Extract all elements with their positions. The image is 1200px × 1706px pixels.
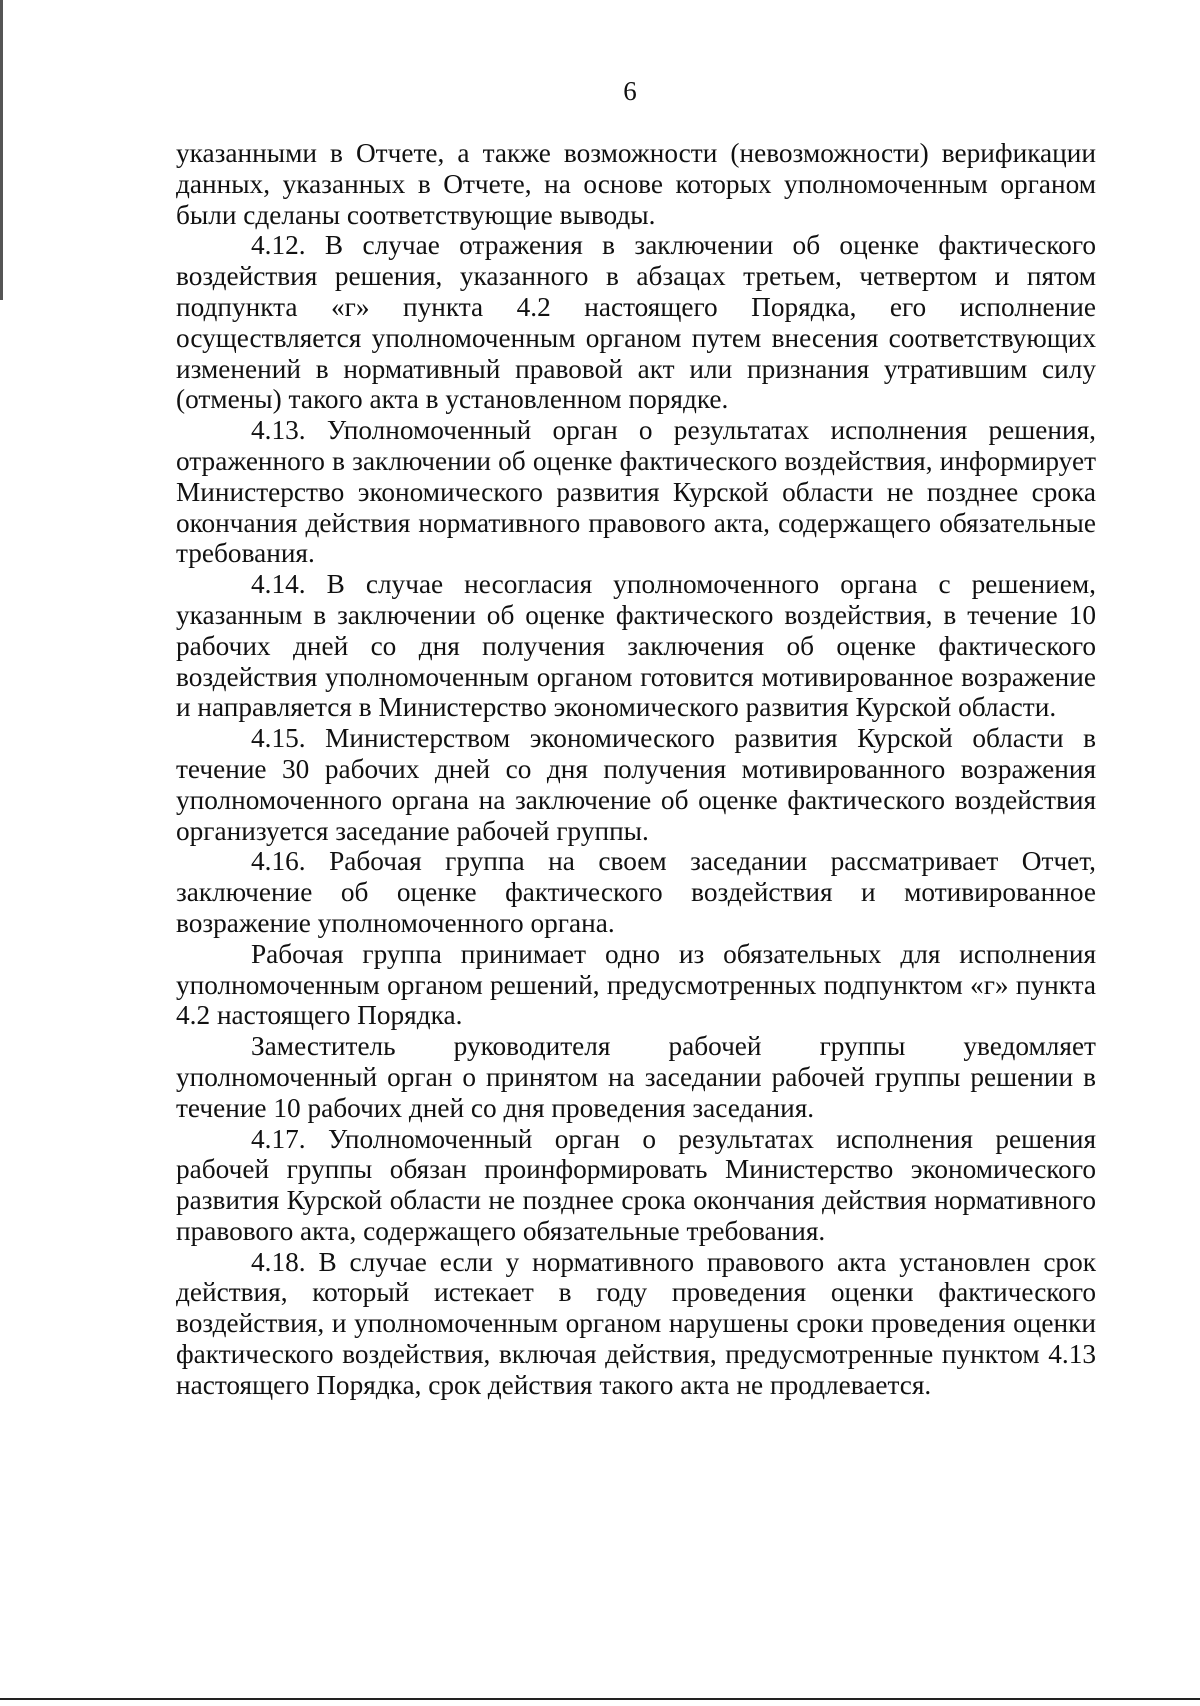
paragraph-4-13: 4.13. Уполномоченный орган о результатах исполнения решения, отраженного в заключении об оценке фактического воздействия, информирует Министерство экономического развития Курской области не позднее срока окончания действия нормативного правового акта, содержащего обязательные требования. (176, 415, 1096, 569)
paragraph-deputy-notification: Заместитель руководителя рабочей группы уведомляет уполномоченный орган о принятом на заседании рабочей группы решении в течение 10 рабочих дней со дня проведения заседания. (176, 1031, 1096, 1123)
paragraph-4-12: 4.12. В случае отражения в заключении об оценке фактического воздействия решения, указанного в абзацах третьем, четвертом и пятом подпункта «г» пункта 4.2 настоящего Порядка, его исполнение осуществляется уполномоченным органом путем внесения соответствующих изменений в нормативный правовой акт или признания утратившим силу (отмены) такого акта в установленном порядке. (176, 230, 1096, 415)
scan-edge-left (0, 0, 3, 300)
paragraph-working-group-decision: Рабочая группа принимает одно из обязательных для исполнения уполномоченным органом решений, предусмотренных подпунктом «г» пункта 4.2 настоящего Порядка. (176, 938, 1096, 1031)
paragraph-4-17: 4.17. Уполномоченный орган о результатах исполнения решения рабочей группы обязан проинформировать Министерство экономического развития Курской области не позднее срока окончания действия нормативного правового акта, содержащего обязательные требования. (176, 1123, 1096, 1246)
page-number: 6 (623, 76, 637, 106)
paragraph-continuation: указанными в Отчете, а также возможности (невозможности) верификации данных, указанных в Отчете, на основе которых уполномоченным органом были сделаны соответствующие выводы. (176, 138, 1096, 230)
scan-edge-bottom (0, 1698, 1200, 1700)
paragraph-4-18: 4.18. В случае если у нормативного правового акта установлен срок действия, который истекает в году проведения оценки фактического воздействия, и уполномоченным органом нарушены сроки проведения оценки фактического воздействия, включая действия, предусмотренные пунктом 4.13 настоящего Порядка, срок действия такого акта не продлевается. (176, 1246, 1096, 1400)
paragraph-4-14: 4.14. В случае несогласия уполномоченного органа с решением, указанным в заключении об оценке фактического воздействия, в течение 10 рабочих дней со дня получения заключения об оценке фактического воздействия уполномоченным органом готовится мотивированное возражение и направляется в Министерство экономического развития Курской области. (176, 569, 1096, 723)
document-body (176, 138, 1096, 1401)
paragraph-4-15: 4.15. Министерством экономического развития Курской области в течение 30 рабочих дней со дня получения мотивированного возражения уполномоченного органа на заключение об оценке фактического воздействия организуется заседание рабочей группы. (176, 723, 1096, 846)
paragraph-4-16: 4.16. Рабочая группа на своем заседании рассматривает Отчет, заключение об оценке фактического воздействия и мотивированное возражение уполномоченного органа. (176, 846, 1096, 938)
